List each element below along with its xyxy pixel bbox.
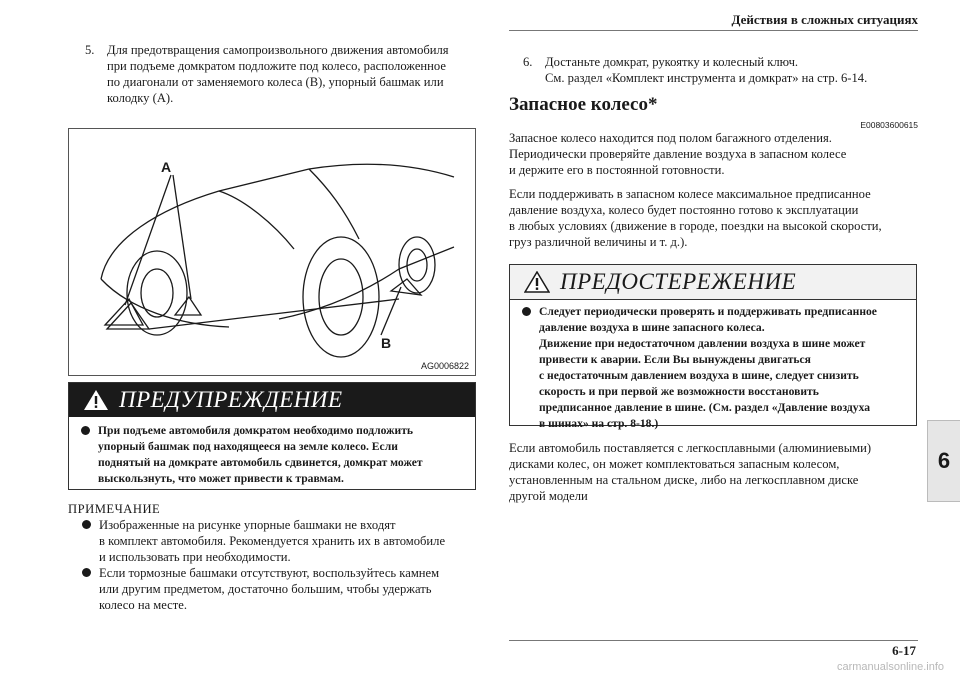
step-6-number: 6. <box>523 55 533 69</box>
label-b: B <box>381 335 392 351</box>
caution-line-2: давление воздуха в шине запасного колеса. <box>539 321 765 334</box>
chapter-tab[interactable] <box>927 420 960 502</box>
paragraph-3-line-3: установленным на стальном диске, либо на легкосплавном диске <box>509 473 859 487</box>
note-item-1-line-2: в комплект автомобиля. Рекомендуется хранить их в автомобиле <box>99 534 446 548</box>
paragraph-3-line-1: Если автомобиль поставляется с легкосплавными (алюминиевыми) <box>509 441 872 455</box>
caution-line-7: предписанное давление в шине. (См. раздел «Давление воздуха <box>539 401 871 414</box>
warning-body <box>69 417 475 495</box>
figure-code: AG0006822 <box>420 361 469 371</box>
paragraph-1-line-3: и держите его в постоянной готовности. <box>509 163 725 177</box>
caution-line-5: с недостаточным давлением воздуха в шине, следует снизить <box>539 369 859 382</box>
caution-line-4: привести к аварии. Если Вы вынуждены двигаться <box>539 353 811 366</box>
car-chock-drawing <box>69 129 475 375</box>
header-rule <box>509 30 918 31</box>
wheel-chock-illustration <box>68 128 476 376</box>
paragraph-1-line-1: Запасное колесо находится под полом багажного отделения. <box>509 131 832 145</box>
step-6-line-2: См. раздел «Комплект инструмента и домкрат» на стр. 6-14. <box>545 71 868 85</box>
label-a: A <box>161 159 172 175</box>
warning-line-3: поднятый на домкрате автомобиль сдвинется, домкрат может <box>98 456 423 469</box>
section-header-title: Действия в сложных ситуациях <box>731 12 918 27</box>
paragraph-1 <box>509 130 921 178</box>
paragraph-3 <box>509 440 921 504</box>
footer-rule <box>509 640 918 641</box>
caution-line-6: скорость и при первой же возможности восстановить <box>539 385 819 398</box>
step-5-line-4: колодку (A). <box>107 91 174 105</box>
caution-triangle-icon <box>524 271 550 293</box>
note-item-1-line-3: и использовать при необходимости. <box>99 550 291 564</box>
note-item-2-line-3: колесо на месте. <box>99 598 188 612</box>
paragraph-2-line-4: груз различной величины и т. д.). <box>509 235 688 249</box>
caution-line-3: Движение при недостаточном давлении воздуха в шине может <box>539 337 866 350</box>
warning-line-4: выскользнуть, что может привести к травмам. <box>98 472 344 485</box>
note-item-1-line-1: Изображенные на рисунке упорные башмаки не входят <box>99 518 396 532</box>
paragraph-3-line-2: дисками колес, он может комплектоваться запасным колесом, <box>509 457 840 471</box>
chapter-tab-label: 6 <box>937 448 951 473</box>
warning-triangle-icon <box>83 389 109 411</box>
page-number: 6-17 <box>892 643 916 658</box>
step-5-line-2: при подъеме домкратом подложите под колесо, расположенное <box>107 59 446 73</box>
caution-body <box>510 300 916 440</box>
paragraph-2-line-1: Если поддерживать в запасном колесе максимальное предписанное <box>509 187 871 201</box>
bullet-icon <box>82 568 91 577</box>
caution-header <box>510 265 916 300</box>
step-6 <box>523 54 923 86</box>
note-section <box>68 501 488 613</box>
warning-line-2: упорный башмак под находящееся на земле колесо. Если <box>98 440 398 453</box>
warning-title: ПРЕДУПРЕЖДЕНИЕ <box>119 387 343 412</box>
watermark: carmanualsonline.info <box>836 661 944 673</box>
step-5 <box>85 42 485 106</box>
step-5-number: 5. <box>85 43 95 57</box>
caution-title: ПРЕДОСТЕРЕЖЕНИЕ <box>560 269 797 294</box>
note-item-2-line-1: Если тормозные башмаки отсутствуют, воспользуйтесь камнем <box>99 566 440 580</box>
paragraph-2-line-2: давление воздуха, колесо будет постоянно готово к эксплуатации <box>509 203 859 217</box>
note-item-2-line-2: или другим предметом, достаточно большим, чтобы удержать <box>99 582 432 596</box>
warning-line-1: При подъеме автомобиля домкратом необходимо подложить <box>98 424 414 437</box>
bullet-icon <box>82 520 91 529</box>
section-title: Запасное колесо* <box>509 94 658 115</box>
caution-box <box>509 264 917 430</box>
bullet-icon <box>81 426 90 435</box>
step-5-line-3: по диагонали от заменяемого колеса (B), упорный башмак или <box>107 75 444 89</box>
caution-line-8: в шинах» на стр. 8-18.) <box>539 417 659 430</box>
section-code: E00803600615 <box>860 120 918 130</box>
warning-header <box>69 383 475 417</box>
note-heading: ПРИМЕЧАНИЕ <box>68 502 161 516</box>
caution-line-1: Следует периодически проверять и поддерживать предписанное <box>539 305 877 318</box>
note-item-2 <box>68 565 488 613</box>
paragraph-2-line-3: в любых условиях (движение в городе, поездки на высокой скорости, <box>509 219 882 233</box>
paragraph-3-line-4: другой модели <box>509 489 588 503</box>
step-5-line-1: Для предотвращения самопроизвольного движения автомобиля <box>107 43 449 57</box>
step-6-line-1: Достаньте домкрат, рукоятку и колесный ключ. <box>545 55 799 69</box>
warning-box <box>68 382 476 490</box>
paragraph-2 <box>509 186 921 250</box>
bullet-icon <box>522 307 531 316</box>
note-item-1 <box>68 517 488 565</box>
paragraph-1-line-2: Периодически проверяйте давление воздуха в запасном колесе <box>509 147 847 161</box>
